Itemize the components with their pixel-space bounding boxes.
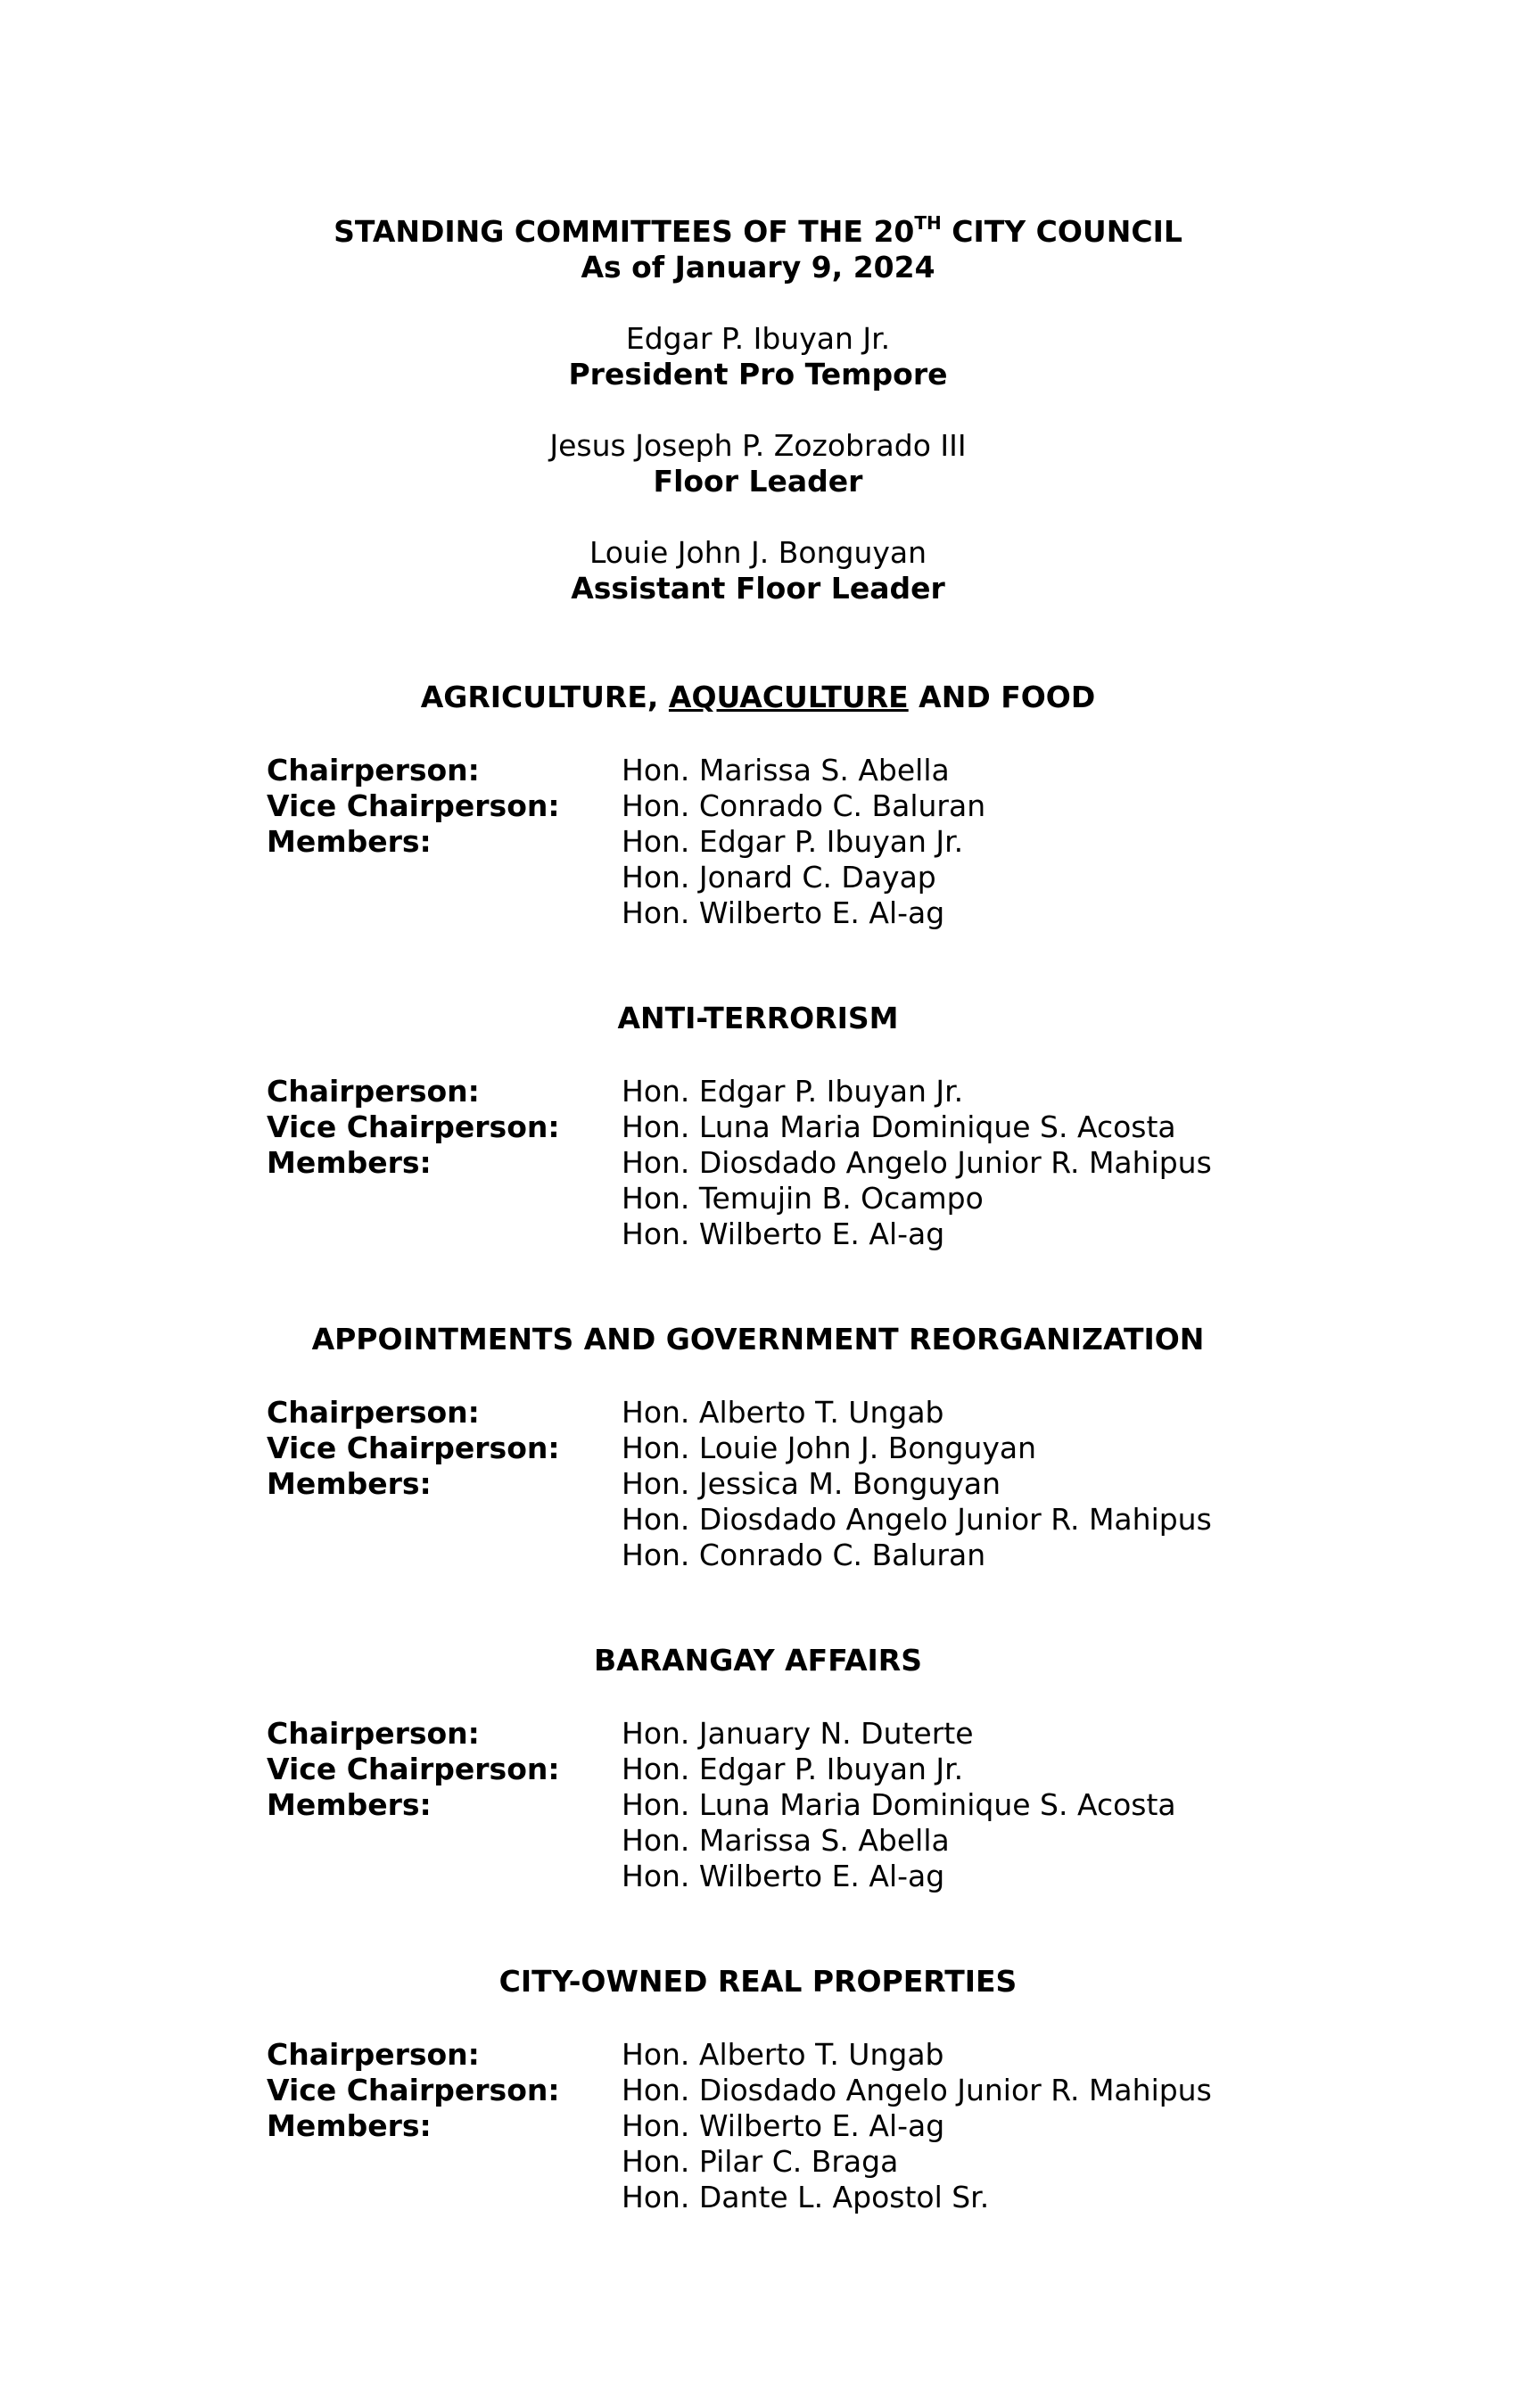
chair-row [267, 1395, 1292, 1431]
vice-row [267, 1431, 1292, 1466]
members-label: Members: [267, 1787, 432, 1822]
officer-position: Floor Leader [653, 464, 863, 499]
vice-row [267, 788, 1292, 824]
committee-roster [267, 1074, 1292, 1252]
chair-label: Chairperson: [267, 1395, 480, 1430]
member-name: Hon. Edgar P. Ibuyan Jr. [622, 824, 964, 859]
vice-name: Hon. Louie John J. Bonguyan [622, 1431, 1036, 1465]
vice-name: Hon. Luna Maria Dominique S. Acosta [622, 1109, 1176, 1144]
member-name: Hon. Jonard C. Dayap [622, 860, 936, 895]
committee-title-part: AND FOOD [908, 680, 1096, 714]
member-name: Hon. Wilberto E. Al-ag [622, 1859, 945, 1893]
chair-row [267, 1074, 1292, 1109]
vice-label: Vice Chairperson: [267, 788, 560, 823]
members-label: Members: [267, 824, 432, 859]
members-row [267, 2180, 1292, 2215]
committee-roster [267, 2037, 1292, 2215]
title-superscript: TH [914, 212, 942, 234]
member-name: Hon. Wilberto E. Al-ag [622, 2108, 945, 2143]
committee-title: ANTI-TERRORISM [617, 1001, 899, 1035]
members-row [267, 1859, 1292, 1894]
officer-block [0, 428, 1516, 499]
chair-label: Chairperson: [267, 753, 480, 788]
members-row [267, 1466, 1292, 1502]
vice-label: Vice Chairperson: [267, 1431, 560, 1465]
officer-name: Edgar P. Ibuyan Jr. [625, 321, 891, 356]
member-name: Hon. Wilberto E. Al-ag [622, 1216, 945, 1251]
committee-title: BARANGAY AFFAIRS [594, 1643, 922, 1678]
vice-name: Hon. Conrado C. Baluran [622, 788, 986, 823]
chair-name: Hon. Alberto T. Ungab [622, 1395, 944, 1430]
committee-title [0, 680, 1516, 715]
chair-name: Hon. January N. Duterte [622, 1716, 974, 1751]
member-name: Hon. Jessica M. Bonguyan [622, 1466, 1001, 1501]
members-row [267, 1181, 1292, 1216]
title-text-end: CITY COUNCIL [941, 214, 1182, 249]
document-title [0, 214, 1516, 250]
members-label: Members: [267, 1145, 432, 1180]
member-name: Hon. Luna Maria Dominique S. Acosta [622, 1787, 1176, 1822]
chair-row [267, 753, 1292, 788]
vice-label: Vice Chairperson: [267, 1752, 560, 1786]
committee-roster [267, 753, 1292, 931]
title-text: STANDING COMMITTEES OF THE 20 [334, 214, 915, 249]
vice-row [267, 1752, 1292, 1787]
officer-name: Jesus Joseph P. Zozobrado III [549, 428, 967, 463]
chair-label: Chairperson: [267, 2037, 480, 2072]
officer-name: Louie John J. Bonguyan [589, 535, 927, 570]
member-name: Hon. Conrado C. Baluran [622, 1538, 986, 1572]
member-name: Hon. Pilar C. Braga [622, 2144, 899, 2179]
members-row [267, 2108, 1292, 2144]
chair-name: Hon. Alberto T. Ungab [622, 2037, 944, 2072]
members-row [267, 860, 1292, 895]
committee-title-part: AGRICULTURE, [420, 680, 669, 714]
chair-name: Hon. Edgar P. Ibuyan Jr. [622, 1074, 964, 1109]
vice-name: Hon. Edgar P. Ibuyan Jr. [622, 1752, 964, 1786]
member-name: Hon. Diosdado Angelo Junior R. Mahipus [622, 1145, 1212, 1180]
committee-title-underlined: AQUACULTURE [668, 680, 909, 714]
member-name: Hon. Temujin B. Ocampo [622, 1181, 984, 1216]
vice-label: Vice Chairperson: [267, 1109, 560, 1144]
chair-row [267, 1716, 1292, 1752]
members-row [267, 1538, 1292, 1573]
members-row [267, 1145, 1292, 1181]
chair-name: Hon. Marissa S. Abella [622, 753, 950, 788]
member-name: Hon. Marissa S. Abella [622, 1823, 950, 1858]
member-name: Hon. Dante L. Apostol Sr. [622, 2180, 990, 2214]
chair-row [267, 2037, 1292, 2073]
officer-position: President Pro Tempore [568, 357, 948, 392]
committee-title: APPOINTMENTS AND GOVERNMENT REORGANIZATION [311, 1322, 1205, 1357]
officer-block [0, 535, 1516, 606]
committee-title: CITY-OWNED REAL PROPERTIES [498, 1964, 1018, 1999]
officer-block [0, 321, 1516, 392]
committee-roster [267, 1395, 1292, 1573]
members-row [267, 1787, 1292, 1823]
document-date: As of January 9, 2024 [581, 250, 935, 285]
vice-name: Hon. Diosdado Angelo Junior R. Mahipus [622, 2073, 1212, 2107]
member-name: Hon. Diosdado Angelo Junior R. Mahipus [622, 1502, 1212, 1537]
vice-label: Vice Chairperson: [267, 2073, 560, 2107]
members-label: Members: [267, 1466, 432, 1501]
member-name: Hon. Wilberto E. Al-ag [622, 895, 945, 930]
chair-label: Chairperson: [267, 1716, 480, 1751]
members-row [267, 1823, 1292, 1859]
members-row [267, 2144, 1292, 2180]
vice-row [267, 1109, 1292, 1145]
members-label: Members: [267, 2108, 432, 2143]
members-row [267, 895, 1292, 931]
members-row [267, 824, 1292, 860]
document-header [0, 214, 1516, 285]
members-row [267, 1216, 1292, 1252]
vice-row [267, 2073, 1292, 2108]
officer-position: Assistant Floor Leader [571, 571, 945, 606]
chair-label: Chairperson: [267, 1074, 480, 1109]
committee-roster [267, 1716, 1292, 1894]
members-row [267, 1502, 1292, 1538]
